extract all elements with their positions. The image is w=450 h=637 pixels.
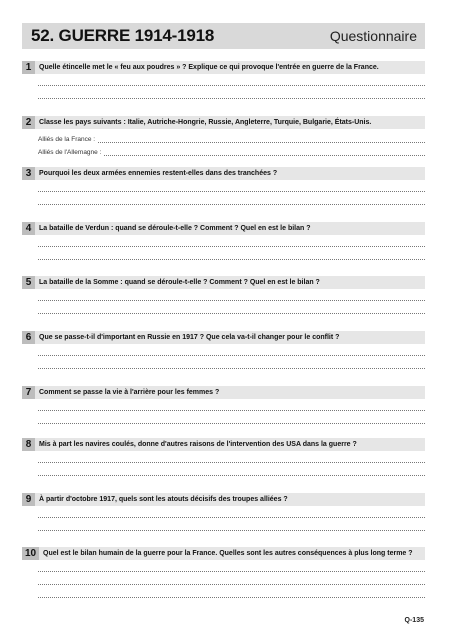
question-1 xyxy=(22,61,425,74)
answer-line[interactable] xyxy=(38,300,425,301)
answer-label: Alliés de la France : xyxy=(38,136,96,143)
question-text: Pourquoi les deux armées ennemies restent-elles dans des tranchées ? xyxy=(39,170,278,177)
question-number: 9 xyxy=(22,493,35,506)
question-text: Mis à part les navires coulés, donne d'autres raisons de l'intervention des USA dans la guerre ? xyxy=(39,441,357,448)
question-5 xyxy=(22,276,425,289)
question-text: Classe les pays suivants : Italie, Autriche-Hongrie, Russie, Angleterre, Turquie, Bulgarie, États-Unis. xyxy=(39,119,372,126)
page-number: Q-135 xyxy=(404,617,424,624)
page-subtitle: Questionnaire xyxy=(329,28,417,44)
answer-line[interactable] xyxy=(38,85,425,86)
question-bar xyxy=(22,61,425,74)
question-bar xyxy=(22,438,425,451)
answer-line[interactable] xyxy=(38,259,425,260)
question-text: À partir d'octobre 1917, quels sont les atouts décisifs des troupes alliées ? xyxy=(39,496,288,503)
answer-line[interactable] xyxy=(38,517,425,518)
question-text: Comment se passe la vie à l'arrière pour les femmes ? xyxy=(39,389,220,396)
question-number: 3 xyxy=(22,167,35,180)
question-bar xyxy=(22,167,425,180)
question-bar xyxy=(22,386,425,399)
question-bar xyxy=(22,493,425,506)
answer-line[interactable] xyxy=(38,313,425,314)
answer-line[interactable] xyxy=(38,423,425,424)
answer-line[interactable] xyxy=(38,584,425,585)
question-text: Quel est le bilan humain de la guerre pour la France. Quelles sont les autres conséquences à plus long terme ? xyxy=(43,550,413,557)
question-bar xyxy=(22,547,425,560)
answer-line[interactable] xyxy=(38,246,425,247)
question-2 xyxy=(22,116,425,156)
question-text: La bataille de la Somme : quand se déroule-t-elle ? Comment ? Quel en est le bilan ? xyxy=(39,279,320,286)
question-bar xyxy=(22,331,425,344)
answer-label: Alliés de l'Allemagne : xyxy=(38,149,102,156)
answer-line[interactable] xyxy=(38,571,425,572)
question-number: 1 xyxy=(22,61,35,74)
question-9 xyxy=(22,493,425,506)
question-bar xyxy=(22,276,425,289)
question-text: La bataille de Verdun : quand se déroule-t-elle ? Comment ? Quel en est le bilan ? xyxy=(39,225,311,232)
question-8 xyxy=(22,438,425,451)
question-number: 4 xyxy=(22,222,35,235)
answer-line[interactable] xyxy=(38,191,425,192)
answer-row-allies-allemagne[interactable] xyxy=(38,148,425,158)
question-7 xyxy=(22,386,425,399)
question-bar xyxy=(22,116,425,129)
question-3 xyxy=(22,167,425,180)
question-number: 10 xyxy=(22,547,39,560)
answer-line[interactable] xyxy=(38,475,425,476)
question-10 xyxy=(22,547,425,560)
answer-line[interactable] xyxy=(38,462,425,463)
answer-line[interactable] xyxy=(38,204,425,205)
question-6 xyxy=(22,331,425,344)
question-text: Quelle étincelle met le « feu aux poudres » ? Explique ce qui provoque l'entrée en guerre de la France. xyxy=(39,64,379,71)
answer-line[interactable] xyxy=(38,410,425,411)
answer-row-allies-france[interactable] xyxy=(38,135,425,145)
page-title: 52. GUERRE 1914-1918 xyxy=(31,26,215,45)
question-text: Que se passe-t-il d'important en Russie en 1917 ? Que cela va-t-il changer pour le conflit ? xyxy=(39,334,340,341)
question-number: 2 xyxy=(22,116,35,129)
answer-line[interactable] xyxy=(38,98,425,99)
question-number: 5 xyxy=(22,276,35,289)
question-number: 8 xyxy=(22,438,35,451)
page-header xyxy=(22,23,425,49)
answer-line[interactable] xyxy=(38,355,425,356)
answer-line[interactable] xyxy=(38,368,425,369)
question-4 xyxy=(22,222,425,235)
answer-line[interactable] xyxy=(38,530,425,531)
question-number: 6 xyxy=(22,331,35,344)
question-bar xyxy=(22,222,425,235)
question-number: 7 xyxy=(22,386,35,399)
answer-line[interactable] xyxy=(38,597,425,598)
